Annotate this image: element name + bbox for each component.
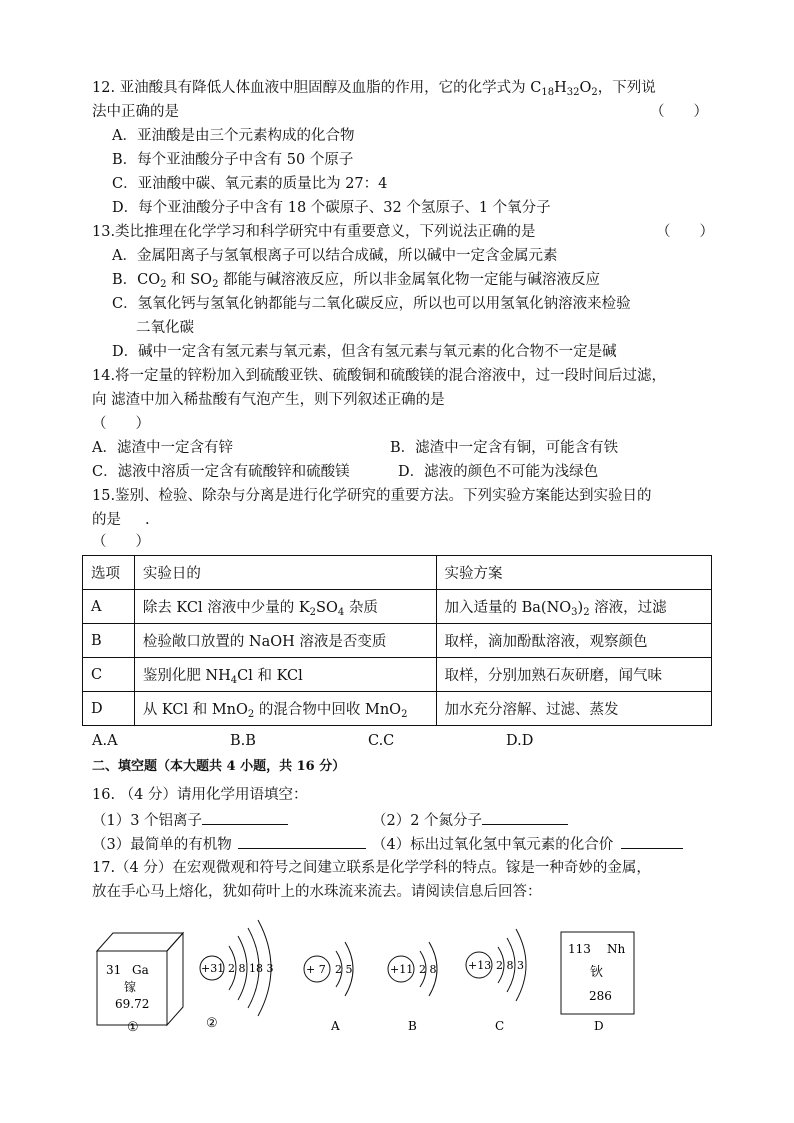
row-method: 加入适量的 $Ba(NO_3)_2$ 溶液，过滤: [436, 590, 712, 624]
atom-structure-c: [466, 929, 526, 1001]
q13-option-c-line1: C．氢氧化钙与氢氧化钠都能与二氧化碳反应，所以也可以用氢氧化钠溶液来检验: [112, 296, 631, 312]
row-goal: 检验敞口放置的 NaOH 溶液是否变质: [134, 624, 436, 658]
nucleus-a: + 7: [306, 963, 326, 976]
q13-stem: 13.类比推理在化学学习和科学研究中有重要意义，下列说法正确的是: [92, 224, 536, 240]
nihonium-element-cell: [561, 932, 634, 1014]
q13-option-d: D．碱中一定含有氢元素与氧元素，但含有氢元素与氧元素的化合物不一定是碱: [112, 344, 617, 360]
q12-answer-bracket: （ ）: [650, 104, 708, 120]
cell1-name: 镓: [124, 980, 137, 994]
q15-answer-c: C.C: [368, 733, 395, 749]
q16-part1: （1）3 个铝离子: [92, 809, 288, 831]
q16-part4: （4）标出过氧化氢中氧元素的化合价: [372, 833, 683, 855]
atom-structure-a: [304, 942, 353, 996]
q16-part2: （2）2 个氮分子: [372, 809, 568, 831]
cell1-mass: 69.72: [115, 997, 150, 1011]
row-goal: 鉴别化肥 $NH_4Cl$ 和 KCl: [134, 658, 436, 692]
table-row: [83, 590, 712, 624]
cell1-number: 31: [106, 963, 122, 977]
table-row: [83, 624, 712, 658]
cellD-mass: 286: [589, 989, 612, 1003]
row-option: A: [83, 590, 135, 624]
q15-stem-line1: 15.鉴别、检验、除杂与分离是进行化学研究的重要方法。下列实验方案能达到实验日的: [92, 488, 652, 504]
table-header-row: [83, 556, 712, 590]
nucleus-2: +31: [201, 962, 225, 975]
gallium-element-cell: [97, 933, 183, 1025]
label-2: ②: [206, 1016, 218, 1031]
cell1-symbol: Ga: [132, 963, 149, 977]
row-option: C: [83, 658, 135, 692]
q15-answer-b: B.B: [230, 733, 256, 749]
q15-answer-d: D.D: [506, 733, 534, 749]
q12-stem-line1: 12. 亚油酸具有降低人体血液中胆固醇及血脂的作用，它的化学式为 $C_{18}H_{32}O_2$，下列说: [92, 80, 656, 98]
q14-option-d: D．滤液的颜色不可能为浅绿色: [398, 464, 599, 480]
label-d: D: [594, 1019, 604, 1033]
q15-stem-line2: 的是: [92, 512, 121, 528]
table-row: [83, 658, 712, 692]
header-goal: 实验日的: [134, 556, 436, 590]
nucleus-c: +13: [468, 959, 492, 972]
label-b: B: [408, 1019, 417, 1033]
q17-figures: [0, 910, 794, 1040]
answer-blank[interactable]: [202, 809, 288, 825]
q12-stem-line2: 法中正确的是: [92, 104, 179, 120]
nucleus-b: +11: [390, 963, 414, 976]
row-method: 加水充分溶解、过滤、蒸发: [436, 692, 712, 726]
q12-option-d: D．每个亚油酸分子中含有 18 个碳原子、32 个氢原子、1 个氧分子: [112, 200, 551, 216]
q16-stem: 16. （4 分）请用化学用语填空：: [92, 787, 308, 803]
q15-answer-a: A.A: [92, 733, 118, 749]
q13-option-c-line2: 二氧化碳: [136, 320, 194, 336]
row-option: D: [83, 692, 135, 726]
label-1: ①: [127, 1020, 139, 1035]
q12-option-c: C．亚油酸中碳、氧元素的质量比为 27：4: [112, 176, 388, 192]
shells-b: 2 8: [419, 963, 437, 976]
row-goal: 除去 KCl 溶液中少量的 $K_2SO_4$ 杂质: [134, 590, 436, 624]
row-method: 取样，分别加熟石灰研磨，闻气味: [436, 658, 712, 692]
table-row: [83, 692, 712, 726]
label-a: A: [331, 1019, 340, 1033]
label-c: C: [495, 1019, 505, 1033]
q13-option-b: B．$CO_2$ 和 $SO_2$ 都能与碱溶液反应，所以非金属氧化物一定能与碱溶液反应: [112, 272, 601, 290]
answer-blank[interactable]: [238, 833, 366, 849]
cellD-symbol: Nh: [607, 942, 626, 956]
row-method: 取样，滴加酚酞溶液，观察颜色: [436, 624, 712, 658]
q12-option-a: A．亚油酸是由三个元素构成的化合物: [112, 128, 355, 144]
q15-stem-dot: .: [145, 512, 150, 528]
section-heading: 二、填空题（本大题共 4 小题，共 16 分）: [92, 759, 346, 774]
q14-option-a: A．滤渣中一定含有锌: [92, 440, 233, 456]
answer-blank[interactable]: [482, 809, 568, 825]
q14-answer-bracket: （ ）: [92, 416, 150, 432]
cellD-name: 钬: [590, 965, 604, 980]
q14-option-b: B．滤渣中一定含有铜，可能含有铁: [390, 440, 619, 456]
shells-a: 2 5: [335, 963, 353, 976]
shells-c: 2 8 3: [496, 959, 524, 972]
answer-blank[interactable]: [621, 833, 683, 849]
shells-2: 2 8 18 3: [228, 962, 274, 975]
q14-stem-line1: 14.将一定量的锌粉加入到硫酸亚铁、硫酸铜和硫酸镁的混合溶液中，过一段时间后过滤，: [92, 368, 667, 384]
atom-structure-b: [388, 942, 437, 996]
header-option: 选项: [83, 556, 135, 590]
q16-part3: （3）最简单的有机物: [92, 833, 366, 855]
q12-option-b: B．每个亚油酸分子中含有 50 个原子: [112, 152, 354, 168]
row-option: B: [83, 624, 135, 658]
q13-option-a: A．金属阳离子与氢氧根离子可以结合成碱，所以碱中一定含金属元素: [112, 248, 558, 264]
q17-stem-line1: 17.（4 分）在宏观微观和符号之间建立联系是化学学科的特点。镓是一种奇妙的金属，: [92, 860, 651, 876]
q15-answer-bracket: （ ）: [92, 534, 150, 550]
q15-options-table: [82, 555, 712, 726]
atom-structure-2: [200, 920, 273, 1016]
q14-stem-line2: 向 滤渣中加入稀盐酸有气泡产生，则下列叙述正确的是: [92, 392, 445, 408]
header-method: 实验方案: [436, 556, 712, 590]
cellD-number: 113: [568, 942, 591, 956]
row-goal: 从 KCl 和 MnO$_2$ 的混合物中回收 MnO$_2$: [134, 692, 436, 726]
q17-stem-line2: 放在手心马上熔化，犹如荷叶上的水珠流来流去。请阅读信息后回答：: [92, 884, 542, 900]
q13-answer-bracket: （ ）: [656, 224, 714, 240]
q14-option-c: C．滤液中溶质一定含有硫酸锌和硫酸镁: [92, 464, 350, 480]
